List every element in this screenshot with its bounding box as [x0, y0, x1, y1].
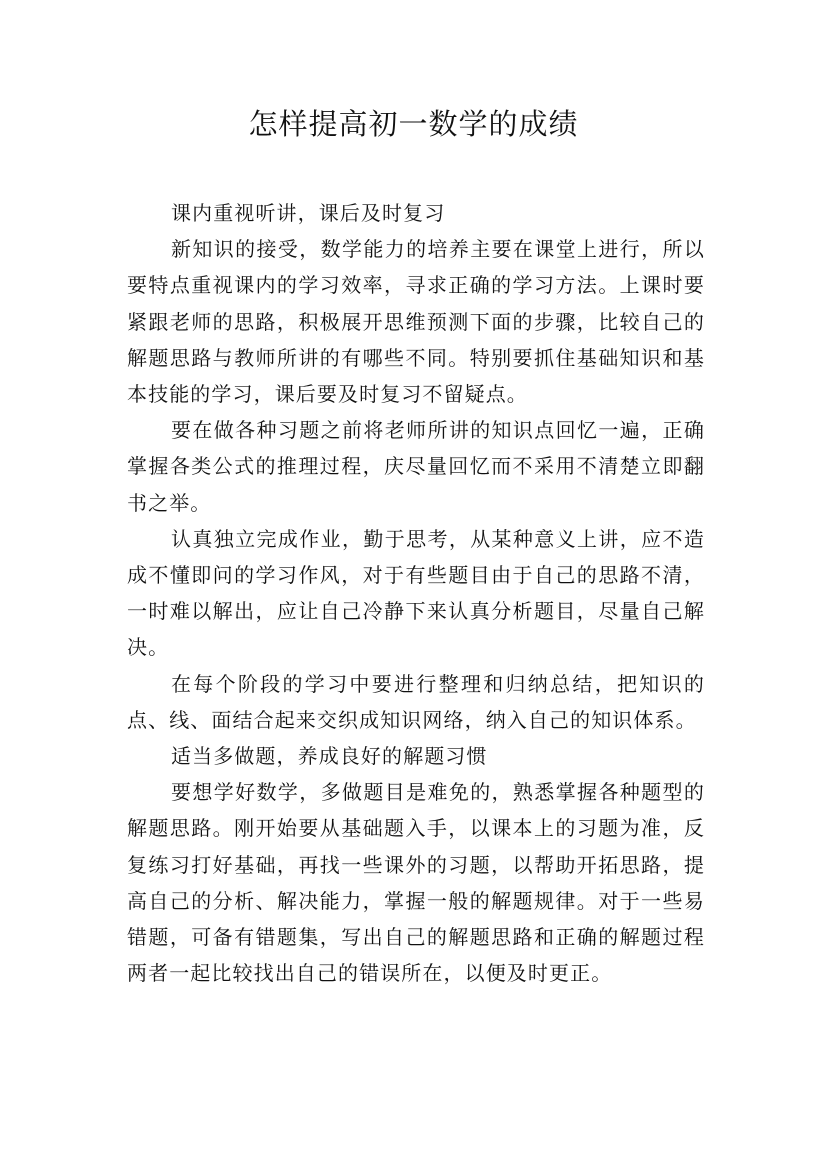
paragraph: 要在做各种习题之前将老师所讲的知识点回忆一遍，正确掌握各类公式的推理过程，庆尽量回忆而不采用不清楚立即翻书之举。	[127, 418, 705, 515]
section-heading-1: 课内重视听讲，课后及时复习	[171, 201, 446, 225]
section-heading-2: 适当多做题，养成良好的解题习惯	[171, 744, 488, 769]
paragraph: 新知识的接受，数学能力的培养主要在课堂上进行，所以要特点重视课内的学习效率，寻求正确的学习方法。上课时要紧跟老师的思路，积极展开思维预测下面的步骤，比较自己的解题思路与教师所讲的有哪些不同。特别要抓住基础知识和基本技能的学习，课后要及时复习不留疑点。	[127, 237, 705, 407]
paragraph: 认真独立完成作业，勤于思考，从某种意义上讲，应不造成不懂即问的学习作风，对于有些题目由于自己的思路不清，一时难以解出，应让自己冷静下来认真分析题目，尽量自己解决。	[127, 526, 705, 660]
paragraph: 要想学好数学，多做题目是难免的，熟悉掌握各种题型的解题思路。刚开始要从基础题入手，以课本上的习题为准，反复练习打好基础，再找一些课外的习题，以帮助开拓思路，提高自己的分析、解决能力，掌握一般的解题规律。对于一些易错题，可备有错题集，写出自己的解题思路和正确的解题过程两者一起比较找出自己的错误所在，以便及时更正。	[127, 780, 705, 986]
paragraph: 在每个阶段的学习中要进行整理和归纳总结，把知识的点、线、面结合起来交织成知识网络，纳入自己的知识体系。	[127, 671, 705, 732]
document-title: 怎样提高初一数学的成绩	[248, 107, 579, 141]
document-body	[127, 195, 705, 991]
